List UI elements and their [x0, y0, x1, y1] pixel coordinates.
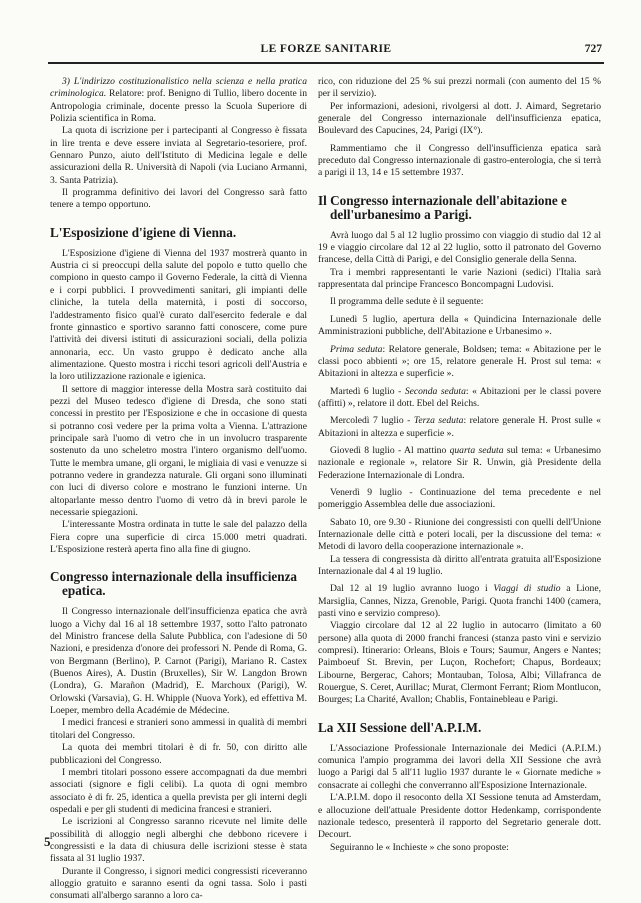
paragraph: Tra i membri rappresentanti le varie Nazioni (sedici) l'Italia sarà rappresentata dal principe Francesco Boncompagni Ludovisi.: [318, 266, 601, 291]
left-column: [50, 76, 307, 903]
paragraph: Durante il Congresso, i signori medici congressisti riceveranno alloggio gratuito e saranno esenti da ogni tassa. Solo i pasti consumati all'albergo saranno a loro ca-: [50, 865, 307, 902]
paragraph: Il programma definitivo dei lavori del Congresso sarà fatto tenere a tempo opportuno.: [50, 187, 307, 211]
section-heading-apim: La XII Sessione dell'A.P.I.M.: [318, 719, 482, 735]
paragraph: Le iscrizioni al Congresso saranno ricevute nel limite delle possibilità di alloggio negli alberghi che debbono ricevere i congressisti e la data di chiusura delle iscrizioni stesse è stata fissata al 31 luglio 1937.: [50, 816, 307, 865]
italic-phrase: Seconda seduta: [404, 385, 466, 397]
paragraph: Viaggio circolare dal 12 al 22 luglio in autocarro (limitato a 60 persone) alla quota di 2000 franchi francesi (stanza pasto vini e servizio compresi). Itinerario: Orleans, Blois e Tours; Saumur, Angers e Nantes; Paimboeuf St. Brevin, per Luçon, Rochefort; Chapus, Bordeaux; Libourne, Bergerac, Cahors; Montauban, Tolosa, Albi; Villafranca de Rouergue, S. Ceret, Aurillac; Murat, Clermont Ferrant; Riom Montlucon, Bourges; La Charité, Avallon; Chablis, Fontainebleau e Parigi.: [318, 620, 601, 706]
header-rule: [48, 62, 604, 64]
section-heading-vichy: Congresso internazionale della insufficienza epatica.: [50, 569, 298, 599]
section-heading-parigi: Il Congresso internazionale dell'abitazione e dell'urbanesimo a Parigi.: [318, 192, 567, 222]
paragraph-text: a Lione, Marsiglia, Cannes, Nizza, Grenoble, Parigi. Quota franchi 1400 (camera, pasti vino e servizio compreso).: [318, 583, 601, 620]
paragraph: La quota dei membri titolari è di fr. 50, con diritto alle pubblicazioni del Congresso.: [50, 742, 307, 766]
paragraph: [318, 445, 601, 482]
right-column: [318, 76, 601, 854]
section-heading-vienna: L'Esposizione d'igiene di Vienna.: [50, 224, 237, 240]
paragraph: Avrà luogo dal 5 al 12 luglio prossimo con viaggio di studio dal 12 al 19 e viaggio circolare dal 12 al 22 luglio, sotto il patronato del Governo francese, della Città di Parigi, e del Consiglio generale della Senna.: [318, 229, 601, 266]
paragraph: I membri titolari possono essere accompagnati da due membri associati (signore e figli celibi). La quota di ogni membro associato è di fr. 25, identica a quella prevista per gli interni degli ospedali e per gli studenti di medicina francesi e stranieri.: [50, 766, 307, 815]
paragraph: Il Congresso internazionale dell'insufficienza epatica che avrà luogo a Vichy dal 16 al 18 settembre 1937, sotto l'alto patronato del Ministro francese della Salute Pubblica, con l'adesione di 50 Nazioni, e presidenza d'onore dei professori N. Pende di Roma, G. von Bergmann (Berlino), P. Carnot (Parigi), Mariano R. Castex (Buenos Aires), A. Dustin (Bruxelles), Sir W. Langdon Brown (Londra), G. Marañon (Madrid), E. Marchoux (Parigi), W. Orlowski (Varsavia), G. H. Whipple (Nuova York), ed effettiva M. Loeper, membro della Académie de Médecine.: [50, 606, 307, 717]
paragraph: La tessera di congressista dà diritto all'entrata gratuita all'Esposizione Internazionale dal 4 al 19 luglio.: [318, 553, 601, 577]
paragraph: [318, 415, 601, 440]
italic-phrase: Terza seduta: [413, 415, 464, 427]
paragraph: [50, 76, 307, 125]
paragraph: Venerdì 9 luglio - Continuazione del tema precedente e nel pomeriggio Assemblea delle due associazioni.: [318, 486, 601, 511]
paragraph-text: : Relatore generale, Boldsen; tema: « Abitazione per le classi poco abbienti »; ore 15, relatore generale H. Prost sul tema: « Abitazioni in altezza e superficie ».: [318, 343, 602, 380]
paragraph-text: Dal 12 al 19 luglio avranno luogo i: [330, 583, 494, 595]
paragraph-text: : relatore generale H. Prost sulle « Abitazioni in altezza e superficie ».: [318, 415, 601, 439]
paragraph-text: sul tema: « Urbanesimo nazionale e regionale », relatore Sir R. Unwin, già Presidente della Federazione Internazionale di Londra.: [318, 444, 601, 481]
paragraph: rico, con riduzione del 25 % sui prezzi normali (con aumento del 15 % per il servizio).: [318, 76, 601, 100]
page-number: 727: [584, 43, 602, 55]
paragraph-text: Martedì 6 luglio -: [330, 385, 405, 397]
paragraph: Per informazioni, adesioni, rivolgersi al dott. J. Aimard, Segretario generale del Congresso internazionale dell'insufficienza epatica, Boulevard des Capucines, 24, Parigi (IX°).: [318, 100, 601, 137]
paragraph: L'Associazione Professionale Internazionale dei Medici (A.P.I.M.) comunica l'ampio programma dei lavori della XII Sessione che avrà luogo a Parigi dal 5 all'11 luglio 1937 durante le « Giornate mediche » consacrate ai colleghi che converranno all'Esposizione Internazionale.: [318, 742, 601, 791]
paragraph: Sabato 10, ore 9.30 - Riunione dei congressisti con quelli dell'Unione Internazionale delle città e poteri locali, per la discussione del tema: « Metodi di lavoro della cooperazione internazionale ».: [318, 516, 601, 553]
paragraph-text: Giovedì 8 luglio - Al mattino: [330, 444, 450, 456]
italic-title: 3) L'indirizzo costituzionalistico nella scienza e nella pratica criminologica.: [50, 76, 307, 100]
paragraph: L'interessante Mostra ordinata in tutte le sale del palazzo della Fiera copre una superficie di circa 15.000 metri quadrati. L'Esposizione resterà aperta fino alla fine di giugno.: [50, 519, 307, 556]
page-header: [48, 40, 604, 62]
paragraph-text: Mercoledì 7 luglio -: [330, 415, 414, 427]
paragraph: L'A.P.I.M. dopo il resoconto della XI Sessione tenuta ad Amsterdam, e allocuzione dell'attuale Presidente dottor Hedenkamp, corrispondente nazionale tedesco, presenterà il rapporto del Segretario generale dott. Decourt.: [318, 792, 601, 841]
paragraph: Seguiranno le « Inchieste » che sono proposte:: [330, 841, 509, 853]
paragraph: Rammentiamo che il Congresso dell'insufficienza epatica sarà preceduto dal Congresso internazionale di gastro-enterologia, che si terrà a parigi il 13, 14 e 15 settembre 1937.: [318, 142, 601, 179]
italic-phrase: Prima seduta: [330, 343, 383, 355]
paragraph: [318, 583, 601, 620]
paragraph-text: : « Abitazioni per le classi povere (affitti) », relatore il dott. Ebel del Reichs.: [318, 385, 601, 409]
paragraph: L'Esposizione d'igiene di Vienna del 1937 mostrerà quanto in Austria ci si preoccupi della salute del popolo e tutto quello che compiono in questo campo il Governo Federale, la città di Vienna e i corpi pubblici. I provvedimenti sanitari, gli impianti delle cliniche, la tutela della maternità, i posti di soccorso, l'addestramento fisico qual'è curato dall'esercito federale e dal fronte ginnastico e sportivo saranno fatti conoscere, come pure l'attività dei diversi istituti di assicurazioni sociali, della polizia annonaria, ecc. Un vasto gruppo è dedicato anche alla alimentazione. Questo mostra i ricchi tesori agricoli dell'Austria e la loro utilizzazione razionale e igienica.: [50, 247, 307, 383]
signature-mark: 5: [44, 834, 51, 849]
paragraph-text: Relatore: prof. Benigno di Tullio, libero docente in Antropologia criminale, docente presso la Scuola Superiore di Polizia scientifica in Roma.: [50, 88, 307, 125]
paragraph: Il settore di maggior interesse della Mostra sarà costituito dai pezzi del Museo tedesco d'igiene di Dresda, che sono stati concessi in prestito per l'Esposizione e che in occasione di questa si potranno così vedere per la prima volta a Vienna. L'attrazione principale sarà l'uomo di vetro che in un involucro trasparente sostenuto da uno scheletro mostra l'intero organismo dell'uomo. Tutte le membra umane, gli organi, le migliaia di vasi e venuzze si potranno vedere in grandezza naturale. Gli organi sono illuminati con luci di diverso colore e mostrano le funzioni interne. Un altoparlante messo dentro l'uomo di vetro dà in brevi parole le necessarie spiegazioni.: [50, 383, 307, 518]
italic-phrase: quarta seduta: [449, 444, 504, 456]
paragraph: La quota di iscrizione per i partecipanti al Congresso è fissata in lire trenta e deve essere inviata al Segretario-tesoriere, prof. Gennaro Punzo, aiuto dell'Istituto di Medicina legale e delle assicurazioni della R. Università di Napoli (via Luciano Armanni, 3. Santa Patrizia).: [50, 125, 307, 186]
paragraph: I medici francesi e stranieri sono ammessi in qualità di membri titolari del Congresso.: [50, 717, 307, 741]
italic-phrase: Viaggi di studio: [493, 583, 561, 595]
paragraph: [318, 386, 601, 411]
paragraph: [318, 344, 601, 381]
paragraph: Lunedì 5 luglio, apertura della « Quindicina Internazionale delle Amministrazioni pubbliche, dell'Abitazione e Urbanesimo ».: [318, 313, 601, 338]
paragraph: Il programma delle sedute è il seguente:: [330, 296, 484, 308]
running-title: LE FORZE SANITARIE: [260, 43, 392, 55]
